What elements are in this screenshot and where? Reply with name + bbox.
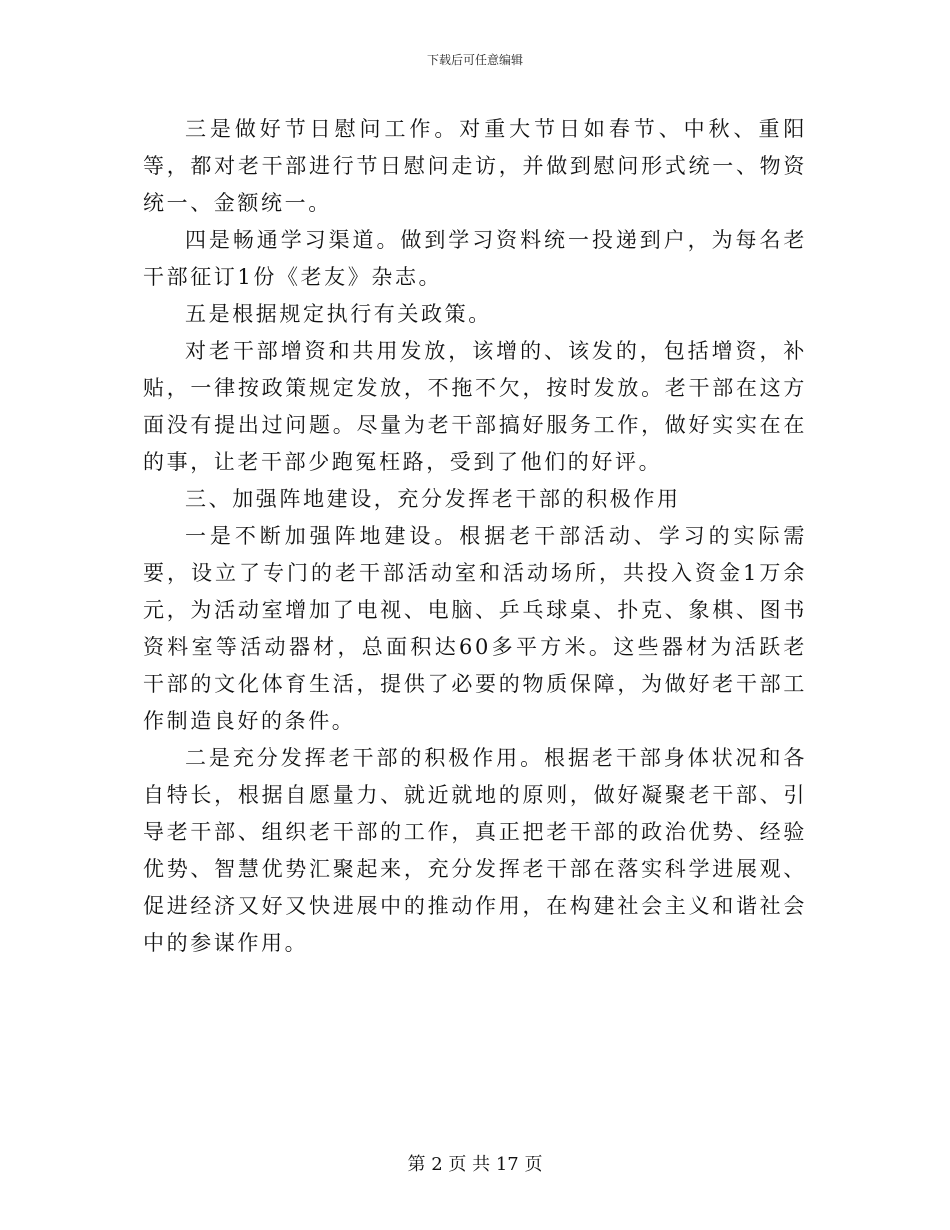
paragraph-policy-execution: 五是根据规定执行有关政策。 — [185, 302, 492, 326]
paragraph-study-channels: 四是畅通学习渠道。做到学习资料统一投递到户，为每名老干部征订1份《老友》杂志。 — [143, 228, 807, 289]
paragraph-active-role: 二是充分发挥老干部的积极作用。根据老干部身体状况和各自特长，根据自愿量力、就近就地的原则，做好凝聚老干部、引导老干部、组织老干部的工作，真正把老干部的政治优势、经验优势、智慧优势汇聚起来，充分发挥老干部在落实科学进展观、促进经济又好又快进展中的推动作用，在构建社会主义和谐社会中的参谋作用。 — [143, 746, 807, 955]
paragraph-facility-construction: 一是不断加强阵地建设。根据老干部活动、学习的实际需要，设立了专门的老干部活动室和活动场所，共投入资金1万余元，为活动室增加了电视、电脑、乒乓球桌、扑克、象棋、图书资料室等活动器材，总面积达60多平方米。这些器材为活跃老干部的文化体育生活，提供了必要的物质保障，为做好老干部工作制造良好的条件。 — [143, 524, 807, 733]
section-heading-facilities: 三、加强阵地建设，充分发挥老干部的积极作用 — [185, 487, 681, 511]
paragraph-salary-payment: 对老干部增资和共用发放，该增的、该发的，包括增资，补贴，一律按政策规定发放，不拖不欠，按时发放。老干部在这方面没有提出过问题。尽量为老干部搞好服务工作，做好实实在在的事，让老干部少跑冤枉路，受到了他们的好评。 — [143, 339, 807, 474]
page-number-footer: 第 2 页 共 17 页 — [407, 1154, 543, 1175]
page-header: 下载后可任意编辑 — [426, 53, 523, 67]
document-body — [143, 111, 807, 962]
paragraph-holiday-visits: 三是做好节日慰问工作。对重大节日如春节、中秋、重阳等，都对老干部进行节日慰问走访，并做到慰问形式统一、物资统一、金额统一。 — [143, 117, 807, 215]
